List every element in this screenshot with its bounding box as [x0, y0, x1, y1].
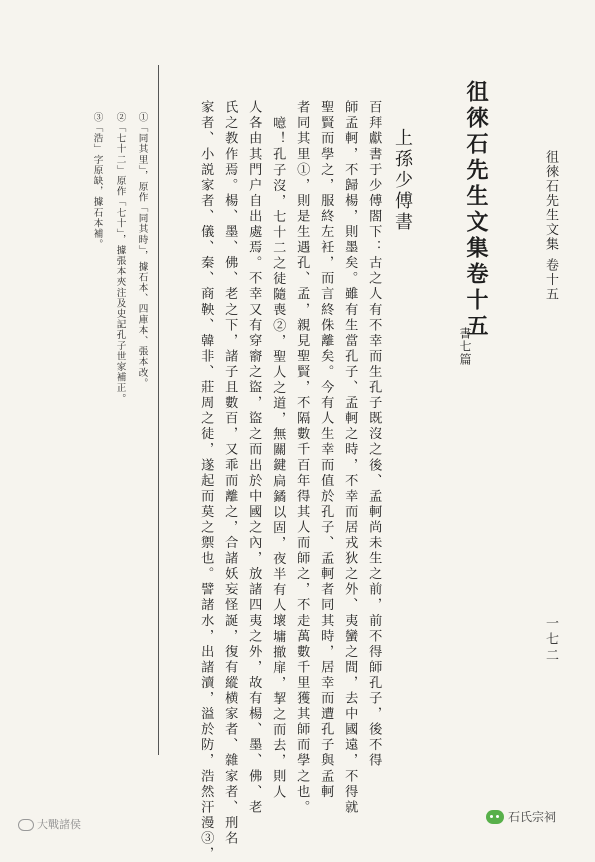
volume-title-note: 書七篇	[458, 327, 472, 366]
footnote-2: ②「七十二」原作「七十」，據張本夾注及史記孔子世家補正。	[114, 112, 126, 404]
wechat-logo-icon	[486, 810, 504, 824]
body-line-5: 噫！孔子沒，七十二之徒隨喪②，聖人之道，無關鍵扃鐍以固，夜半有人壞墉撤扉，挈之而去，則人	[270, 116, 286, 801]
chapter-title: 上孫少傅書	[392, 128, 413, 233]
body-line-8: 家者、小説家者、儀、秦、商鞅、韓非、莊周之徒，遂起而莫之禦也。譬諸水，出諸瀆，溢於防，浩然汗漫③，	[198, 100, 214, 862]
body-line-4: 者同其里①，則是生遇孔、孟，親見聖賢，不隔數千百年得其人而師之，不走萬數千里獲其師而學之也。	[294, 100, 310, 816]
footnote-divider	[158, 65, 159, 755]
watermark-left: 大戰諸侯	[18, 816, 81, 832]
body-line-7: 氏之教作焉。楊、墨、佛、老之下，諸子且數百，又乖而離之，合諸妖妄怪誕，復有縱横家者、雜家者、刑名	[222, 100, 238, 847]
footnote-3: ③「浩」字原缺，據石本補。	[91, 112, 103, 250]
running-header-volume: 卷十五	[543, 258, 558, 302]
body-line-6: 人各由其門户自出處焉。不幸又有穿窬之盜，盜之而出於中國之內，放諸四夷之外，故有楊、墨、佛、老	[246, 100, 262, 816]
volume-title: 徂徠石先生文集卷十五	[463, 80, 489, 340]
watermark-right: 石氏宗祠	[486, 808, 556, 825]
body-line-3: 聖賢而學之，服終左衽，而言終侏離矣。今有人生幸而值於孔子、孟軻者同其時，居幸而遭孔子與孟軻	[318, 100, 334, 800]
body-line-2: 師孟軻，不歸楊，則墨矣。雖有生當孔子、孟軻之時，不幸而居戎狄之外、夷蠻之間，去中國遠，不得就	[342, 100, 358, 816]
footnote-1: ①「同其里」，原作「同其時」，據石本、四庫本、張本改。	[136, 112, 148, 389]
page-number: 一七二	[543, 616, 558, 664]
running-header-book: 徂徠石先生文集	[543, 150, 558, 252]
weibo-logo-icon	[18, 819, 34, 831]
body-line-1: 百拜獻書于少傅閤下：古之人有不幸而生孔子既沒之後、孟軻尚未生之前，前不得師孔子，後不得	[366, 100, 382, 769]
